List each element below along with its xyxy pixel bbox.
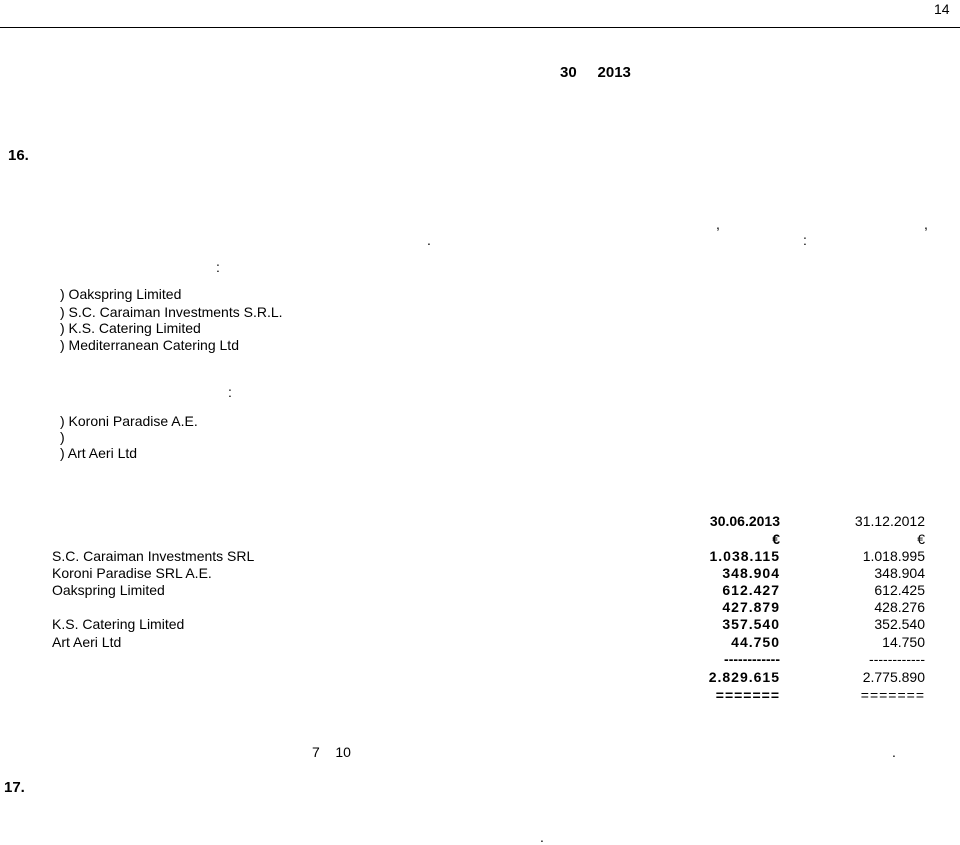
footnote-period: . <box>892 744 896 760</box>
intro-comma-2: , <box>924 216 928 232</box>
total-2012: 2.775.890 <box>862 669 925 685</box>
row-value-2012: 612.425 <box>874 582 925 598</box>
subtotal-dashes-2012: ------------ <box>869 651 925 667</box>
list-item: ) K.S. Catering Limited <box>60 320 201 336</box>
row-value-2013: 348.904 <box>722 565 780 581</box>
list-item: ) Art Aeri Ltd <box>60 445 138 461</box>
section-16-number: 16. <box>8 147 29 164</box>
list-item: ) Mediterranean Catering Ltd <box>60 337 239 353</box>
row-value-2012: 1.018.995 <box>862 548 925 564</box>
row-value-2013: 427.879 <box>722 599 780 615</box>
row-value-2013: 44.750 <box>731 634 780 650</box>
top-rule <box>0 27 960 28</box>
total-2013: 2.829.615 <box>708 669 780 685</box>
list2-colon: : <box>228 384 232 400</box>
total-double-rule-2013: ======= <box>715 687 780 703</box>
intro-colon: : <box>803 232 807 248</box>
col1-currency: € <box>772 531 780 547</box>
col2-header: 31.12.2012 <box>854 513 925 529</box>
subtotal-dashes-2013: ------------ <box>724 651 780 667</box>
row-label: Oakspring Limited <box>52 582 165 598</box>
total-double-rule-2012: ======= <box>860 687 925 703</box>
row-label: S.C. Caraiman Investments SRL <box>52 548 255 564</box>
list-item: ) <box>60 429 65 445</box>
row-value-2013: 357.540 <box>722 616 780 632</box>
footnote-numbers: 7 10 <box>312 744 351 760</box>
col2-currency: € <box>917 531 925 547</box>
row-value-2012: 428.276 <box>874 599 925 615</box>
row-label: Art Aeri Ltd <box>52 634 122 650</box>
list-item: ) Koroni Paradise A.E. <box>60 413 198 429</box>
row-value-2012: 352.540 <box>874 616 925 632</box>
list-item: ) Oakspring Limited <box>60 286 182 302</box>
col1-header: 30.06.2013 <box>709 513 780 529</box>
list-item: ) S.C. Caraiman Investments S.R.L. <box>60 304 283 320</box>
page-number: 14 <box>934 1 950 17</box>
bottom-period: . <box>540 829 544 845</box>
row-value-2013: 1.038.115 <box>709 548 780 564</box>
row-value-2012: 14.750 <box>882 634 925 650</box>
section-17-number: 17. <box>4 779 25 796</box>
intro-comma-1: , <box>716 216 720 232</box>
header-date: 30 2013 <box>560 64 631 81</box>
list1-colon: : <box>216 259 220 275</box>
row-label: Koroni Paradise SRL A.E. <box>52 565 212 581</box>
row-value-2013: 612.427 <box>722 582 780 598</box>
intro-period: . <box>427 232 431 248</box>
row-label: K.S. Catering Limited <box>52 616 185 632</box>
row-value-2012: 348.904 <box>874 565 925 581</box>
